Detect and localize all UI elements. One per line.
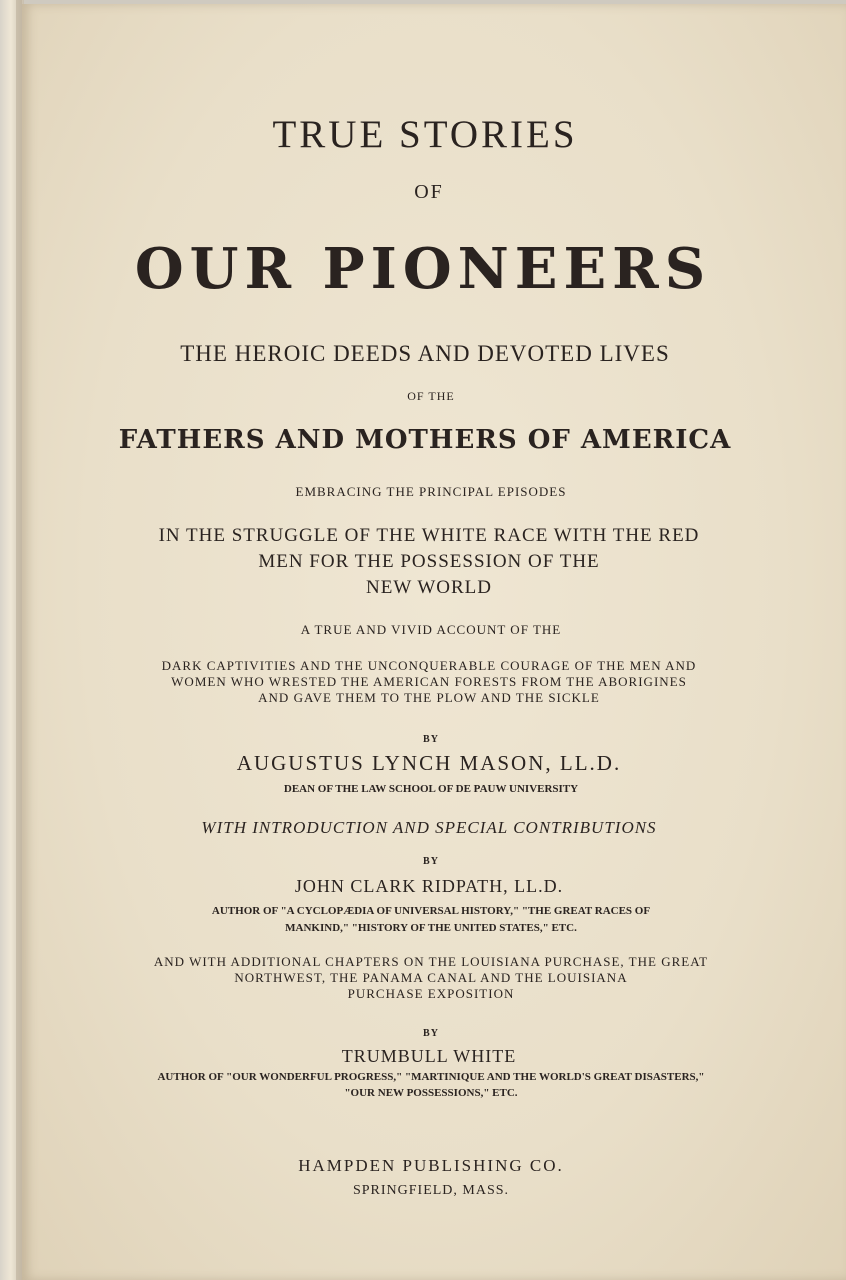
author-1-name: AUGUSTUS LYNCH MASON, LL.D. xyxy=(236,751,622,775)
dark-line-3: AND GAVE THEM TO THE PLOW AND THE SICKLE xyxy=(258,690,600,705)
author-3-works xyxy=(8,1069,846,1101)
account-line: A TRUE AND VIVID ACCOUNT OF THE xyxy=(300,622,562,637)
main-title: OUR PIONEERS xyxy=(134,236,712,302)
additional-line-1: AND WITH ADDITIONAL CHAPTERS ON THE LOUISIANA PURCHASE, THE GREAT xyxy=(153,954,709,969)
author-2-works xyxy=(8,903,846,937)
subtitle-line-2: FATHERS AND MOTHERS OF AMERICA xyxy=(118,425,732,455)
embracing-line: EMBRACING THE PRINCIPAL EPISODES xyxy=(295,484,567,499)
additional-line-2: NORTHWEST, THE PANAMA CANAL AND THE LOUISIANA xyxy=(234,970,628,985)
dark-line-1: DARK CAPTIVITIES AND THE UNCONQUERABLE COURAGE OF THE MEN AND xyxy=(161,658,697,673)
publisher-place: SPRINGFIELD, MASS. xyxy=(352,1183,510,1198)
title-of: OF xyxy=(414,181,444,203)
subtitle-line-1: THE HEROIC DEEDS AND DEVOTED LIVES xyxy=(180,341,670,366)
additional-line-3: PURCHASE EXPOSITION xyxy=(347,986,515,1001)
title-line-1: TRUE STORIES xyxy=(272,113,578,156)
subtitle-of-the: OF THE xyxy=(407,389,455,403)
additional-chapters-block xyxy=(8,954,846,1002)
dark-line-2: WOMEN WHO WRESTED THE AMERICAN FORESTS FROM THE ABORIGINES xyxy=(171,674,687,689)
by-label-3: BY xyxy=(423,1028,439,1039)
publisher-name: HAMPDEN PUBLISHING CO. xyxy=(298,1156,564,1175)
author-1-title: DEAN OF THE LAW SCHOOL OF DE PAUW UNIVERSITY xyxy=(283,783,579,795)
introduction-line: WITH INTRODUCTION AND SPECIAL CONTRIBUTIONS xyxy=(201,818,657,837)
author-2-works-line-2: MANKIND," "HISTORY OF THE UNITED STATES," ETC. xyxy=(285,922,577,934)
struggle-block xyxy=(6,523,846,601)
by-label-1: BY xyxy=(423,734,439,745)
struggle-line-1: IN THE STRUGGLE OF THE WHITE RACE WITH THE RED xyxy=(158,525,700,546)
by-label-2: BY xyxy=(423,856,439,867)
struggle-line-3: NEW WORLD xyxy=(366,577,492,598)
struggle-line-2: MEN FOR THE POSSESSION OF THE xyxy=(258,551,600,572)
author-2-works-line-1: AUTHOR OF "A CYCLOPÆDIA OF UNIVERSAL HISTORY," "THE GREAT RACES OF xyxy=(211,905,651,917)
author-3-works-line-2: "OUR NEW POSSESSIONS," ETC. xyxy=(344,1087,518,1099)
dark-captivities-block xyxy=(6,658,846,706)
author-3-works-line-1: AUTHOR OF "OUR WONDERFUL PROGRESS," "MARTINIQUE AND THE WORLD'S GREAT DISASTERS," xyxy=(157,1071,705,1083)
author-3-name: TRUMBULL WHITE xyxy=(341,1046,517,1066)
author-2-name: JOHN CLARK RIDPATH, LL.D. xyxy=(294,876,564,896)
